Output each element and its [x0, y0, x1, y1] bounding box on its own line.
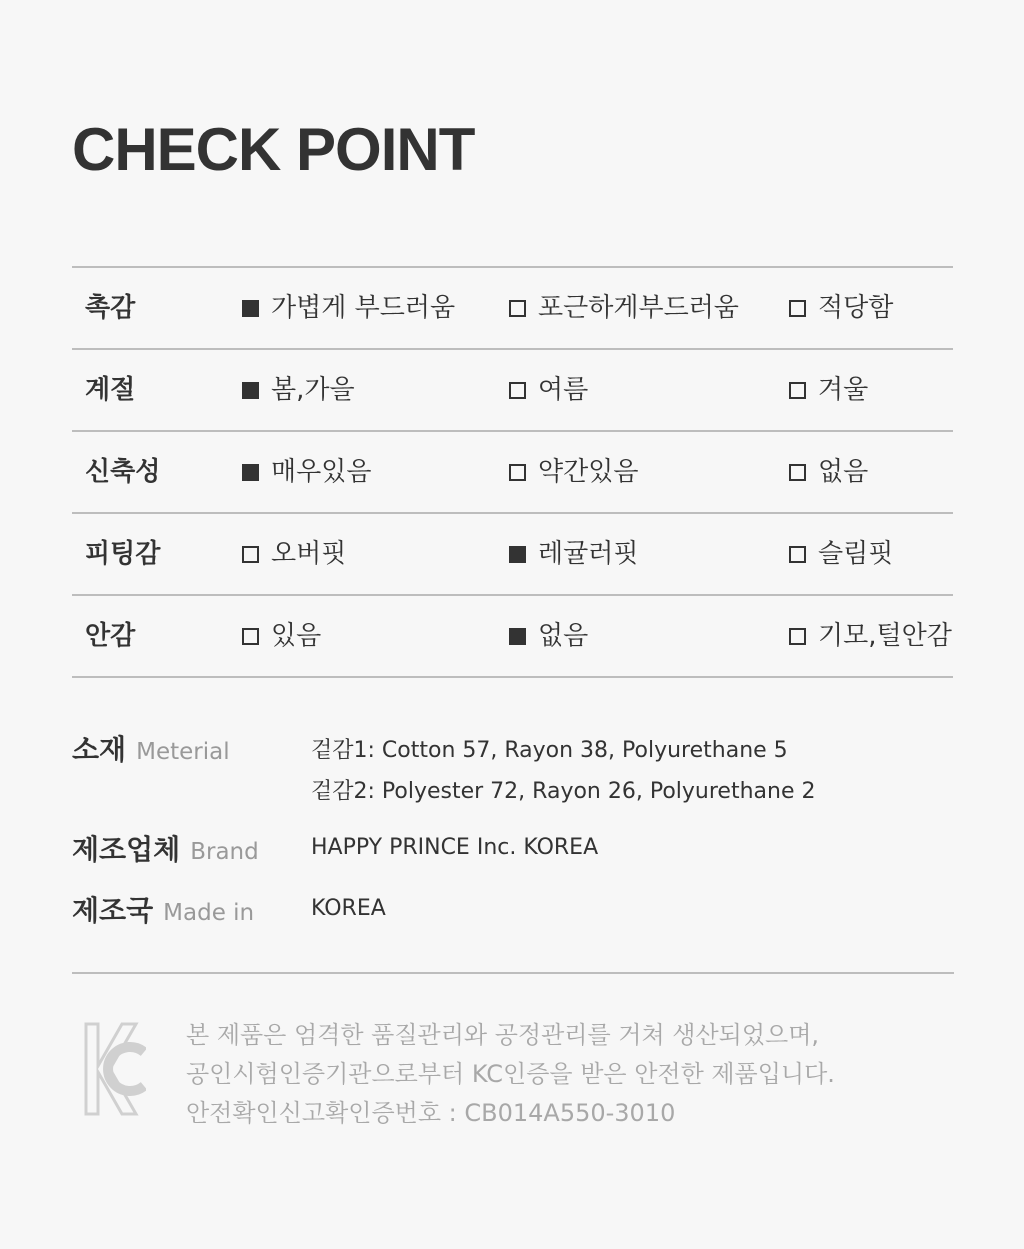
checkbox-empty-icon	[789, 628, 806, 645]
origin-label: 제조국 Made in	[72, 894, 255, 927]
option: 있음	[242, 596, 321, 676]
checkbox-empty-icon	[509, 300, 526, 317]
checkpoint-row	[72, 432, 953, 514]
checkbox-checked-icon	[242, 464, 259, 481]
checkpoint-table	[72, 266, 953, 678]
checkbox-empty-icon	[789, 464, 806, 481]
row-label: 안감	[85, 621, 136, 651]
kc-notice-line: 본 제품은 엄격한 품질관리와 공정관리를 거쳐 생산되었으며,	[186, 1021, 820, 1049]
option: 약간있음	[509, 432, 638, 512]
checkpoint-row	[72, 596, 953, 678]
checkbox-empty-icon	[242, 628, 259, 645]
option: 여름	[509, 350, 588, 430]
option: 봄,가을	[242, 350, 355, 430]
material-line-2: 겉감2: Polyester 72, Rayon 26, Polyurethane 2	[311, 779, 816, 804]
divider	[72, 972, 954, 974]
option: 포근하게부드러움	[509, 268, 739, 348]
option: 적당함	[789, 268, 893, 348]
option: 오버핏	[242, 514, 346, 594]
checkpoint-row	[72, 350, 953, 432]
row-label: 피팅감	[85, 539, 161, 569]
checkbox-empty-icon	[789, 382, 806, 399]
checkbox-empty-icon	[509, 464, 526, 481]
kc-logo-icon	[84, 1022, 146, 1116]
checkpoint-row	[72, 268, 953, 350]
brand-value: HAPPY PRINCE Inc. KOREA	[311, 835, 599, 860]
row-label: 계절	[85, 375, 136, 405]
brand-label: 제조업체 Brand	[72, 833, 259, 866]
checkbox-empty-icon	[789, 300, 806, 317]
checkpoint-row	[72, 514, 953, 596]
option: 겨울	[789, 350, 868, 430]
checkbox-empty-icon	[242, 546, 259, 563]
row-label: 촉감	[85, 293, 136, 323]
option: 매우있음	[242, 432, 371, 512]
page-title: CHECK POINT	[72, 116, 475, 183]
option: 없음	[509, 596, 588, 676]
checkbox-checked-icon	[509, 628, 526, 645]
material-line-1: 겉감1: Cotton 57, Rayon 38, Polyurethane 5	[311, 738, 788, 763]
checkbox-empty-icon	[789, 546, 806, 563]
kc-cert-number: 안전확인신고확인증번호 : CB014A550-3010	[186, 1099, 676, 1127]
option: 기모,털안감	[789, 596, 952, 676]
option: 레귤러핏	[509, 514, 638, 594]
option: 없음	[789, 432, 868, 512]
kc-notice-line: 공인시험인증기관으로부터 KC인증을 받은 안전한 제품입니다.	[186, 1060, 835, 1088]
material-label: 소재 Meterial	[72, 733, 230, 766]
checkbox-checked-icon	[242, 382, 259, 399]
row-label: 신축성	[85, 457, 161, 487]
option: 슬림핏	[789, 514, 893, 594]
checkbox-checked-icon	[509, 546, 526, 563]
checkbox-checked-icon	[242, 300, 259, 317]
checkbox-empty-icon	[509, 382, 526, 399]
option: 가볍게 부드러움	[242, 268, 455, 348]
origin-value: KOREA	[311, 896, 386, 921]
